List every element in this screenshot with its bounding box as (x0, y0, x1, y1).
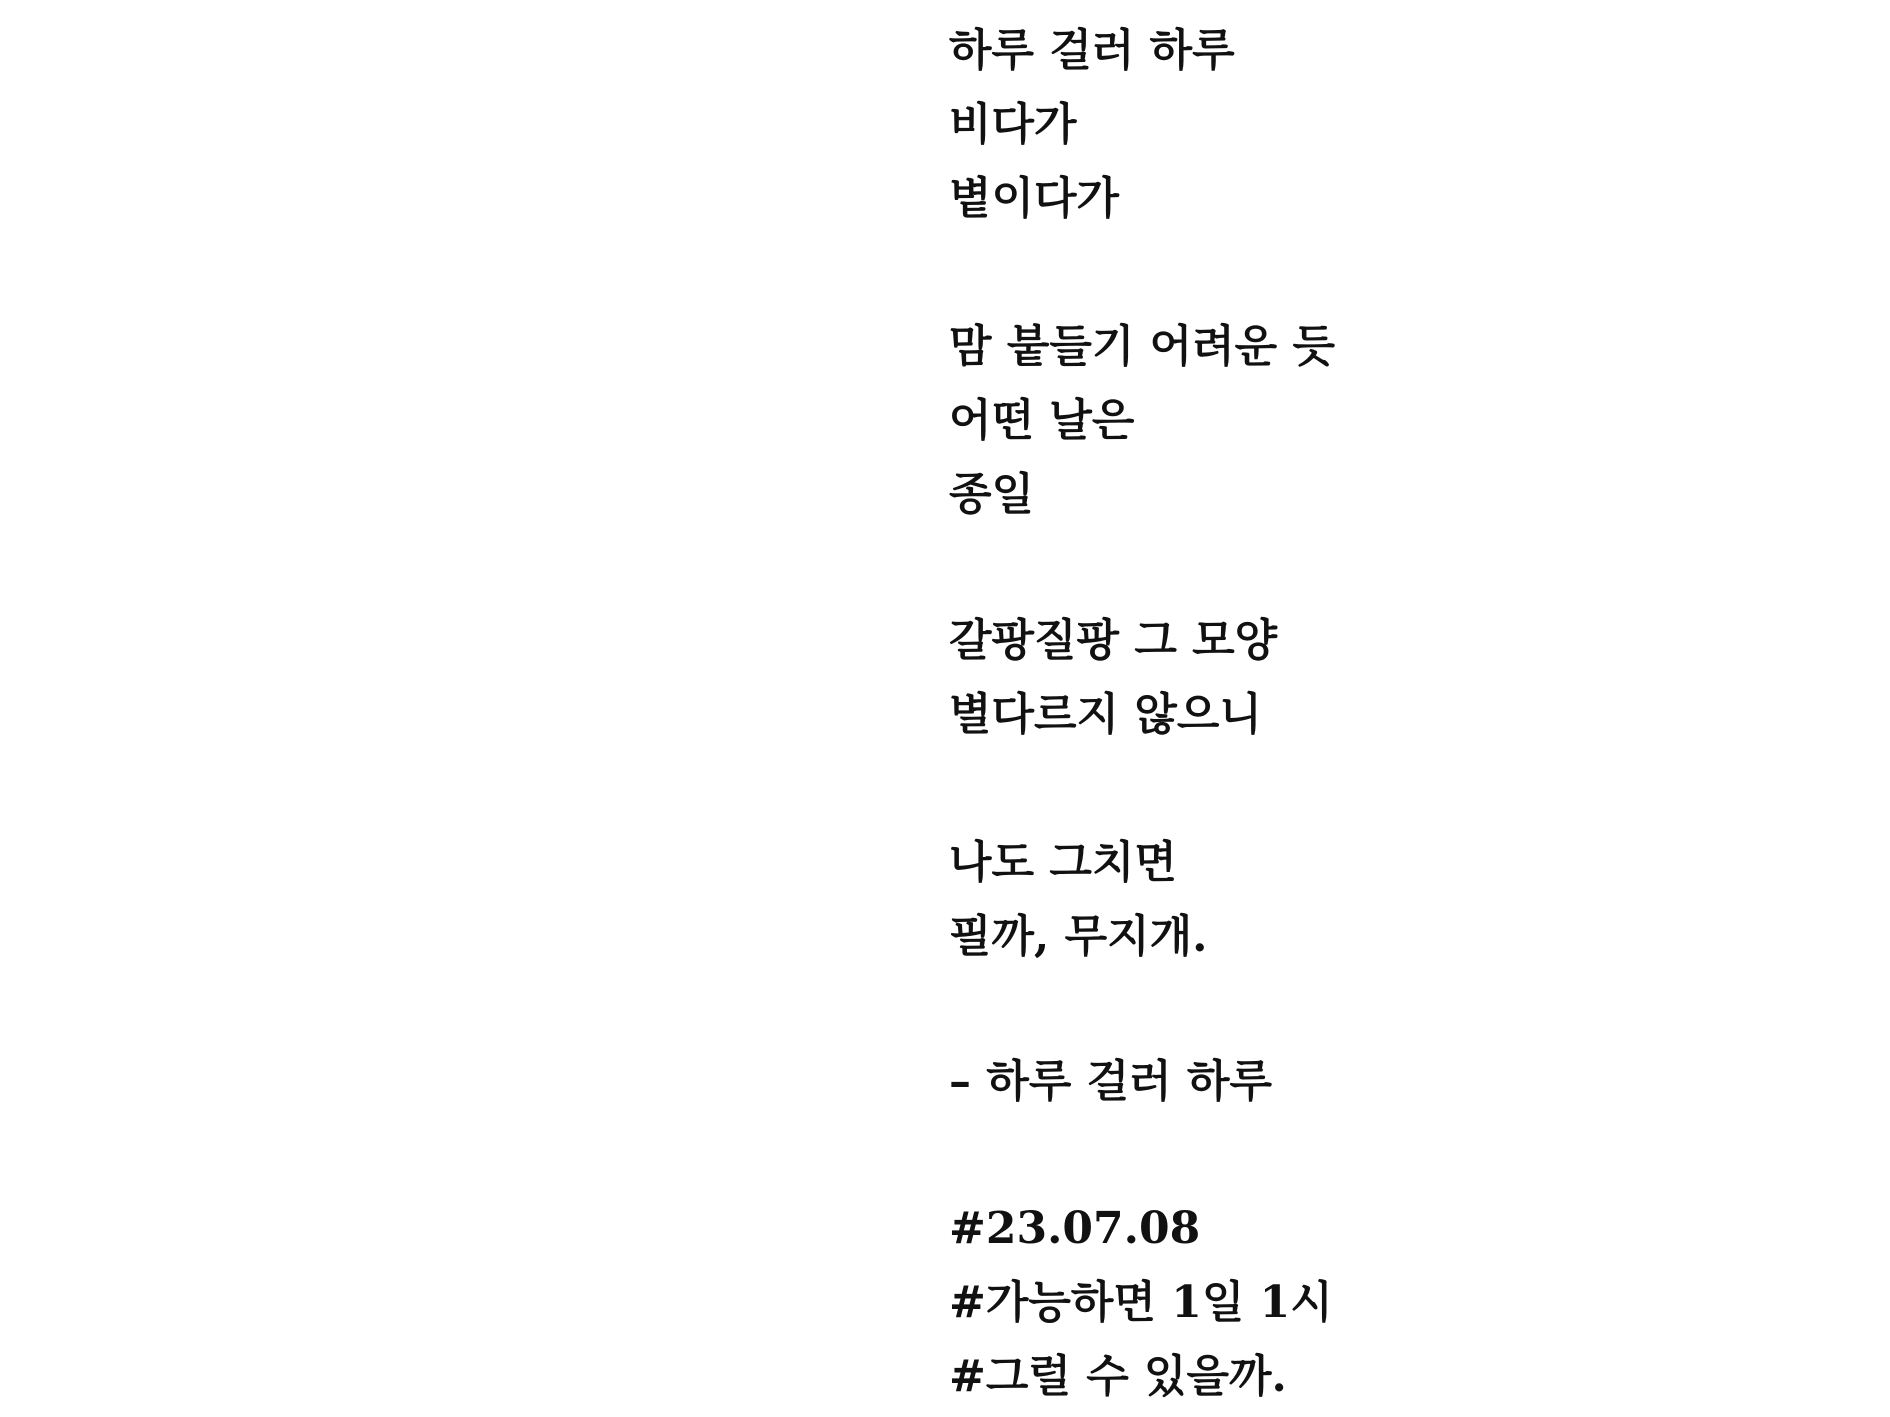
poem-line: 갈팡질팡 그 모양 (949, 615, 1278, 666)
poem-line: 비다가 (949, 99, 1077, 150)
poem-line: 별다르지 않으니 (949, 689, 1262, 740)
hashtag: #23.07.08 (949, 1203, 1201, 1254)
poem-line: 종일 (949, 469, 1035, 520)
hashtag: #가능하면 1일 1시 (949, 1277, 1333, 1328)
poem-line: 필까, 무지개. (949, 911, 1208, 962)
poem-line: 맘 붙들기 어려운 듯 (949, 321, 1335, 372)
poem-line: 하루 걸러 하루 (949, 25, 1235, 76)
poem-line: 볕이다가 (949, 173, 1120, 224)
poem-attribution: – 하루 걸러 하루 (949, 1056, 1272, 1107)
hashtag: #그럴 수 있을까. (949, 1351, 1287, 1402)
poem-line: 나도 그치면 (949, 837, 1177, 888)
poem-line: 어떤 날은 (949, 395, 1135, 446)
